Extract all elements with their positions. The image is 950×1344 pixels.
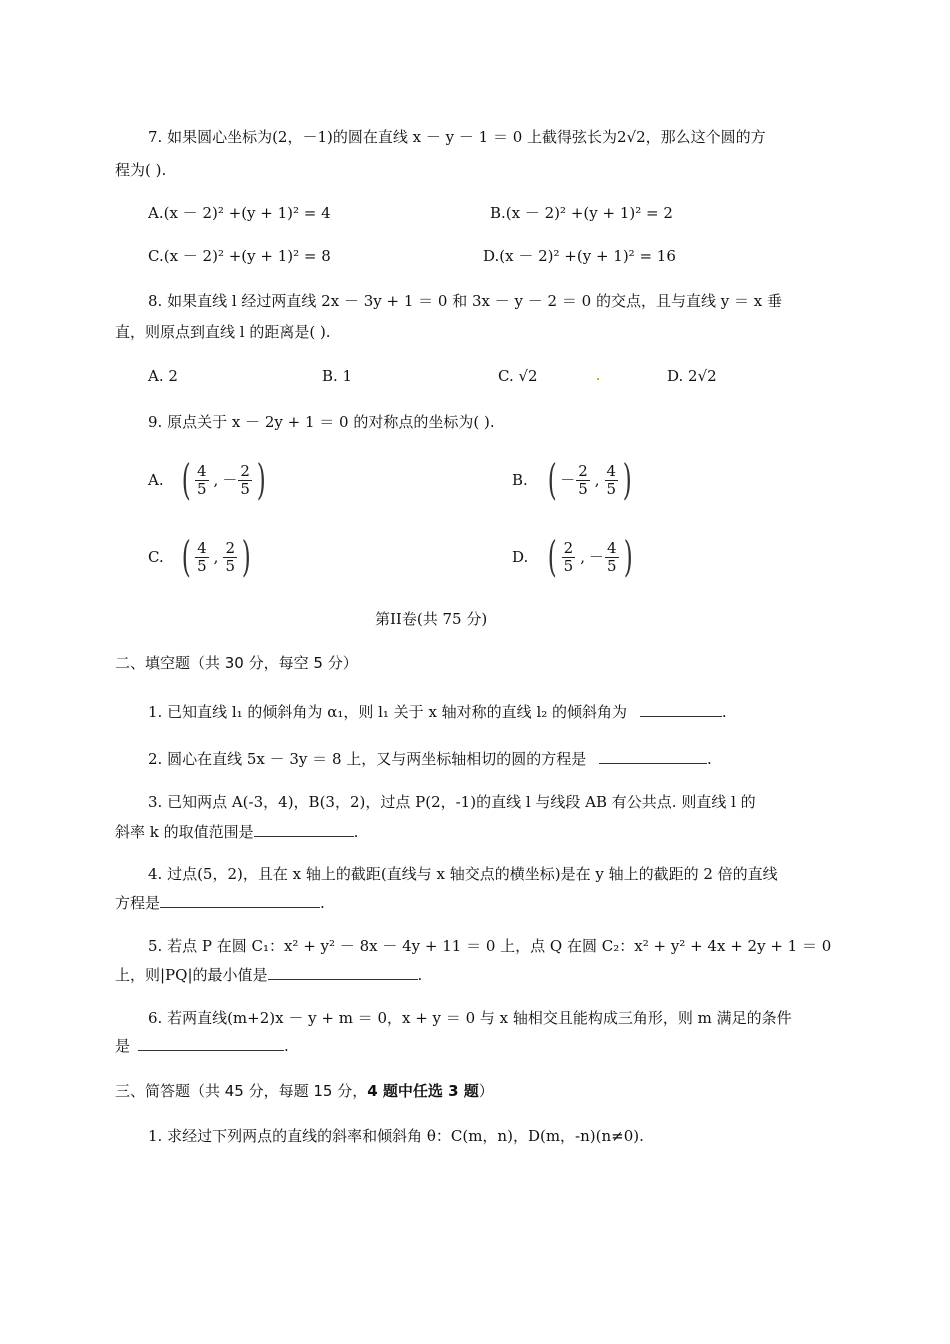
fill-q3-line2: 斜率 k 的取值范围是 . [115, 823, 359, 841]
fill-q3-text: 斜率 k 的取值范围是 [115, 823, 254, 841]
right-paren: ) [241, 532, 251, 581]
part-two-title: 第II卷(共 75 分) [375, 610, 488, 628]
fill-q2-text: 2. 圆心在直线 5x － 3y ＝ 8 上，又与两坐标轴相切的圆的方程是 [148, 750, 587, 768]
fill-q5-text: 上，则|PQ|的最小值是 [115, 966, 268, 984]
q7-option-d: D.(x － 2)² +(y + 1)² = 16 [483, 247, 676, 265]
left-paren: ( [547, 532, 557, 581]
answer-blank[interactable] [599, 749, 707, 764]
right-paren: ) [622, 455, 632, 504]
fill-q4-line2: 方程是 . [115, 894, 325, 912]
minus-sign: － [560, 471, 576, 489]
fraction: $\frac{2}{5}$ [225, 538, 235, 575]
q9-option-c: C. ( $\frac{4}{5}$ , $\frac{2}{5}$ ) [148, 532, 251, 581]
fraction: $\frac{4}{5}$ [197, 538, 207, 575]
minus-sign: － [222, 471, 238, 489]
section-three-heading-emphasis: 4 题中任选 3 题 [367, 1082, 479, 1100]
option-label: A. [148, 471, 164, 489]
fraction: $\frac{2}{5}$ [578, 461, 588, 498]
q8-option-c: C. √2 [498, 367, 538, 385]
q8-option-d: D. 2√2 [667, 367, 717, 385]
q8-stem-line1: 8. 如果直线 l 经过两直线 2x － 3y + 1 ＝ 0 和 3x － y － 2 ＝ 0 的交点，且与直线 y ＝ x 垂 [148, 292, 782, 310]
q7-option-a: A.(x － 2)² +(y + 1)² = 4 [148, 204, 331, 222]
answer-blank[interactable] [138, 1036, 284, 1051]
section-three-heading-text: 三、简答题（共 45 分，每题 15 分， [115, 1082, 368, 1100]
option-label: D. [512, 548, 529, 566]
option-label: B. [512, 471, 528, 489]
section-three-heading: 三、简答题（共 45 分，每题 15 分，4 题中任选 3 题） [115, 1082, 494, 1100]
q7-stem-line1: 7. 如果圆心坐标为(2，－1)的圆在直线 x － y － 1 ＝ 0 上截得弦长为2√2，那么这个圆的方 [148, 128, 766, 146]
fill-q1: 1. 已知直线 l₁ 的倾斜角为 α₁，则 l₁ 关于 x 轴对称的直线 l₂ 的倾斜角为 . [148, 703, 727, 721]
fraction: $\frac{2}{5}$ [563, 538, 574, 575]
answer-blank[interactable] [254, 822, 354, 837]
fill-q5-line2: 上，则|PQ|的最小值是 . [115, 966, 423, 984]
short-answer-q1: 1. 求经过下列两点的直线的斜率和倾斜角 θ：C(m，n)，D(m，-n)(n≠0). [148, 1127, 644, 1145]
answer-blank[interactable] [160, 893, 320, 908]
q7-option-c: C.(x － 2)² +(y + 1)² = 8 [148, 247, 331, 265]
fill-q5-line1: 5. 若点 P 在圆 C₁：x² + y² － 8x － 4y + 11 ＝ 0 上，点 Q 在圆 C₂：x² + y² + 4x + 2y + 1 ＝ 0 [148, 937, 832, 955]
q8-option-a: A. 2 [148, 367, 178, 385]
fill-q3-line1: 3. 已知两点 A(-3，4)，B(3，2)，过点 P(2，-1)的直线 l 与线段 AB 有公共点. 则直线 l 的 [148, 793, 756, 811]
q7-option-b: B.(x － 2)² +(y + 1)² = 2 [490, 204, 673, 222]
q9-stem: 9. 原点关于 x － 2y + 1 ＝ 0 的对称点的坐标为( ). [148, 413, 495, 431]
right-paren: ) [623, 532, 633, 581]
option-label: C. [148, 548, 164, 566]
q9-option-d: D. ( $\frac{2}{5}$ , － $\frac{4}{5}$ ) [512, 532, 633, 581]
fill-q4-text: 方程是 [115, 894, 161, 912]
fill-q2: 2. 圆心在直线 5x － 3y ＝ 8 上，又与两坐标轴相切的圆的方程是 . [148, 750, 712, 768]
left-paren: ( [181, 532, 191, 581]
right-paren: ) [256, 455, 266, 504]
answer-blank[interactable] [640, 702, 722, 717]
fill-q4-line1: 4. 过点(5，2)，且在 x 轴上的截距(直线与 x 轴交点的横坐标)是在 y 轴上的截距的 2 倍的直线 [148, 865, 778, 883]
q7-stem-line2: 程为( ). [115, 161, 167, 179]
minus-sign: － [588, 548, 604, 566]
q8-option-b: B. 1 [322, 367, 353, 385]
q8-stem-line2: 直，则原点到直线 l 的距离是( ). [115, 323, 331, 341]
fill-q6-text: 是 [115, 1037, 131, 1055]
fraction: $\frac{4}{5}$ [607, 538, 617, 575]
q9-option-b: B. ( － $\frac{2}{5}$ , $\frac{4}{5}$ ) [512, 455, 632, 504]
fill-q1-text: 1. 已知直线 l₁ 的倾斜角为 α₁，则 l₁ 关于 x 轴对称的直线 l₂ 的倾斜角为 [148, 703, 628, 721]
answer-blank[interactable] [268, 965, 418, 980]
left-paren: ( [547, 455, 557, 504]
fraction: $\frac{4}{5}$ [197, 461, 207, 498]
fraction: $\frac{2}{5}$ [240, 461, 250, 498]
fill-q6-line1: 6. 若两直线(m+2)x － y + m ＝ 0，x + y ＝ 0 与 x 轴相交且能构成三角形，则 m 满足的条件 [148, 1009, 792, 1027]
fraction: $\frac{4}{5}$ [606, 461, 617, 498]
fill-q6-line2: 是 . [115, 1037, 289, 1055]
section-two-heading: 二、填空题（共 30 分，每空 5 分） [115, 654, 358, 672]
stray-dot-mark [597, 378, 599, 380]
q9-option-a: A. ( $\frac{4}{5}$ , － $\frac{2}{5}$ ) [148, 455, 266, 504]
left-paren: ( [181, 455, 191, 504]
